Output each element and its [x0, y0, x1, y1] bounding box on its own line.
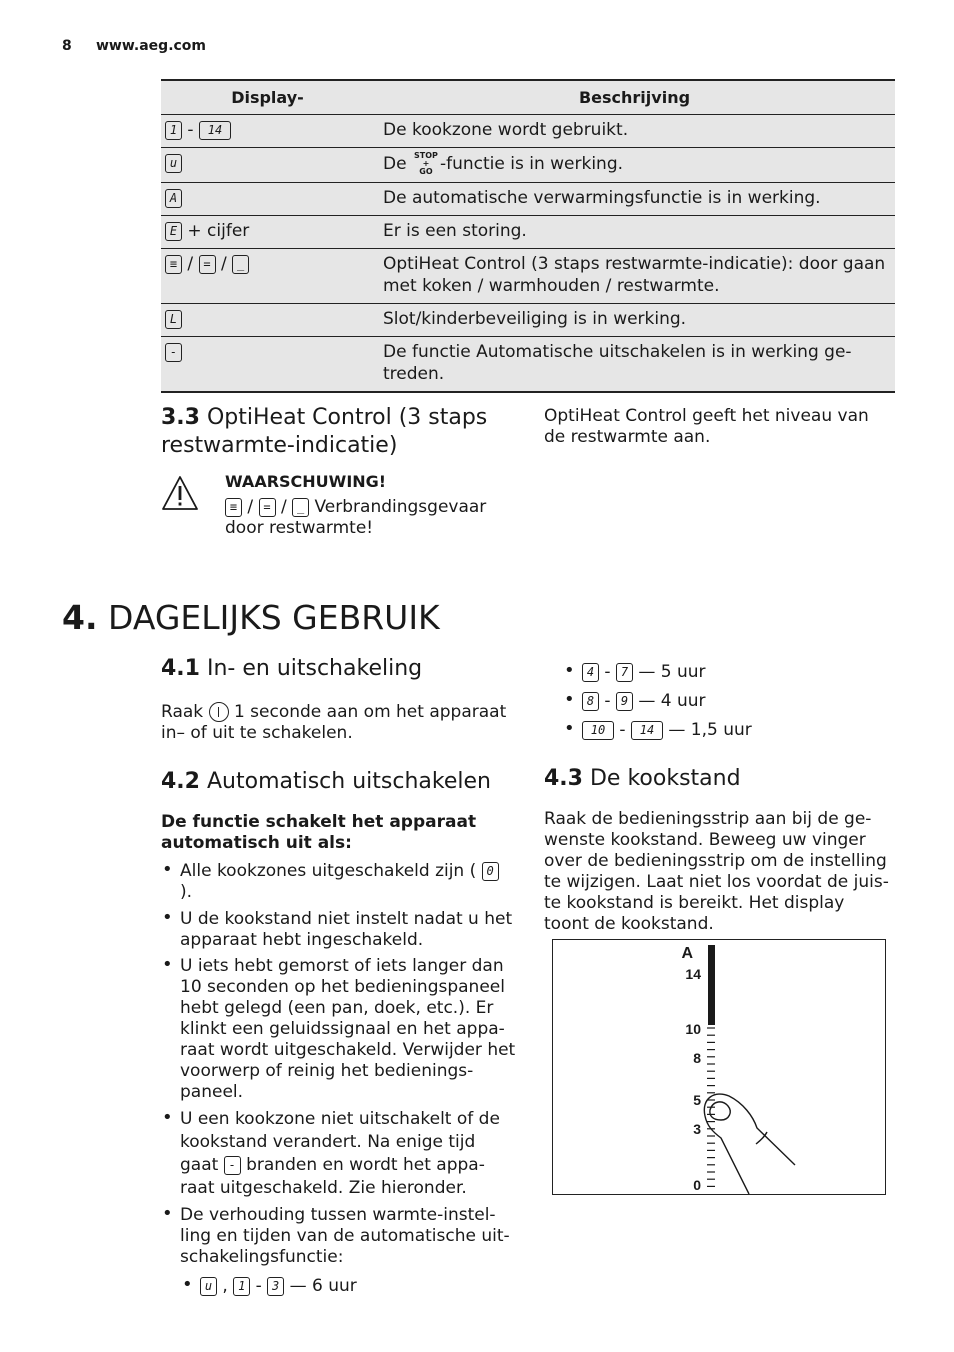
table-cell-description: OptiHeat Control (3 staps restwarmte-indicatie): door gaan met koken / warmhouden / restwarmte. [374, 249, 895, 304]
display-table [161, 79, 895, 393]
list-item: • 8 - 9 — 4 uur [563, 691, 752, 712]
scale-label: 3 [693, 1121, 701, 1137]
auto-off-intro: De functie schakelt het apparaat automatisch uit als: [161, 812, 477, 853]
list-item: • De verhouding tussen warmte-instel-ling en tijden van de automatische uit-schakelingsfunctie: [161, 1205, 516, 1268]
list-item: • 4 - 7 — 5 uur [563, 662, 752, 683]
section-heading-4-2: 4.2 Automatisch uitschakelen [161, 769, 491, 794]
table-row [161, 216, 895, 249]
display-symbol: u [165, 154, 182, 173]
chapter-title: 4. DAGELIJKS GEBRUIK [62, 598, 440, 637]
level-bar [708, 945, 715, 1025]
table-cell-description: Er is een storing. [374, 216, 895, 249]
table-row [161, 337, 895, 393]
table-row: ≡ / = / _ OptiHeat Control (3 staps restwarmte-indicatie): door gaan met koken / warmhouden / restwarmte. [161, 249, 895, 304]
warning-icon [160, 474, 200, 516]
table-cell-description: Slot/kinderbeveiliging is in werking. [374, 304, 895, 337]
table-row [161, 148, 895, 183]
table-cell-description: De functie Automatische uitschakelen is in werking ge-treden. [374, 337, 895, 393]
display-symbol: E [165, 222, 182, 241]
control-strip-illustration [552, 939, 886, 1195]
finger-icon [704, 1094, 795, 1194]
display-symbol: = [259, 498, 276, 517]
warning-title: WAARSCHUWING! [225, 472, 387, 491]
display-symbol: ≡ [225, 498, 242, 517]
on-off-text: Raak 1 seconde aan om het apparaat in– of uit te schakelen. [161, 702, 507, 743]
optiheat-description: OptiHeat Control geeft het niveau van de restwarmte aan. [544, 406, 869, 447]
display-symbol: _ [292, 498, 309, 517]
warning-text: ≡ / = / _ Verbrandingsgevaar door restwarmte! [225, 497, 487, 538]
display-symbol: 14 [199, 121, 231, 140]
scale-label: 0 [693, 1177, 701, 1193]
sublist [181, 1276, 357, 1297]
display-symbol: - [165, 343, 182, 362]
table-row [161, 183, 895, 216]
list-item: • U de kookstand niet instelt nadat u het apparaat hebt ingeschakeld. [161, 909, 516, 951]
table-cell-description: De kookzone wordt gebruikt. [374, 115, 895, 148]
power-button-icon [209, 702, 229, 722]
display-symbol: - [224, 1156, 241, 1175]
cell-extra: + cijfer [187, 221, 250, 241]
list-item: • U iets hebt gemorst of iets langer dan 10 seconden op het bedieningspaneel hebt gelegd (een pan, doek, etc.). Er klinkt een geluidssignaal en het appa-raat wordt uitgeschakeld. Verwijder het voorwerp of reinig het bedienings-paneel. [161, 956, 516, 1103]
table-cell-description: De automatische verwarmingsfunctie is in werking. [374, 183, 895, 216]
section-heading-3-3: 3.3 OptiHeat Control (3 staps restwarmte-indicatie) [161, 405, 488, 458]
list-item: • 10 - 14 — 1,5 uur [563, 720, 752, 741]
display-symbol: 1 [233, 1277, 250, 1296]
separator: - [187, 120, 194, 140]
display-symbol: u [200, 1277, 217, 1296]
auto-off-list [161, 861, 516, 1268]
scale-label: 8 [693, 1050, 701, 1066]
scale-label: A [681, 945, 693, 962]
column-header-display: Display- [161, 80, 374, 115]
cooking-level-text: Raak de bedieningsstrip aan bij de ge-wenste kookstand. Beweeg uw vinger over de bedieningsstrip om de instelling te wijzigen. Laat niet los voordat de juis-te kookstand is bereikt. Het display toont de kookstand. [544, 809, 889, 934]
list-item: • U een kookzone niet uitschakelt of de kookstand verandert. Na enige tijd gaat - branden en wordt het appa-raat uitgeschakeld. Zie hieronder. [161, 1108, 516, 1200]
scale-label: 10 [685, 1021, 701, 1037]
table-row [161, 304, 895, 337]
display-symbol: A [165, 189, 182, 208]
display-symbol: 0 [482, 862, 499, 881]
scale-label: 14 [685, 966, 701, 982]
table-row [161, 115, 895, 148]
page-number: 8 [62, 38, 72, 54]
display-symbol: ≡ [165, 255, 182, 274]
display-symbol: L [165, 310, 182, 329]
website-link[interactable]: www.aeg.com [96, 38, 207, 54]
table-cell-description: De STOP + GO -functie is in werking. [374, 148, 895, 183]
display-symbol: 3 [267, 1277, 284, 1296]
display-symbol: 1 [165, 121, 182, 140]
section-heading-4-3: 4.3 De kookstand [544, 766, 741, 791]
list-item: • u , 1 - 3 — 6 uur [181, 1276, 357, 1297]
section-heading-4-1: 4.1 In- en uitschakeling [161, 656, 423, 681]
table-header-row [161, 80, 895, 115]
display-symbol: _ [232, 255, 249, 274]
time-list [563, 662, 752, 741]
column-header-description: Beschrijving [374, 80, 895, 115]
scale-label: 5 [693, 1092, 701, 1108]
stop-go-icon: STOP + GO [414, 151, 438, 176]
display-symbol: = [199, 255, 216, 274]
list-item: • Alle kookzones uitgeschakeld zijn ( 0 ). [161, 861, 516, 903]
